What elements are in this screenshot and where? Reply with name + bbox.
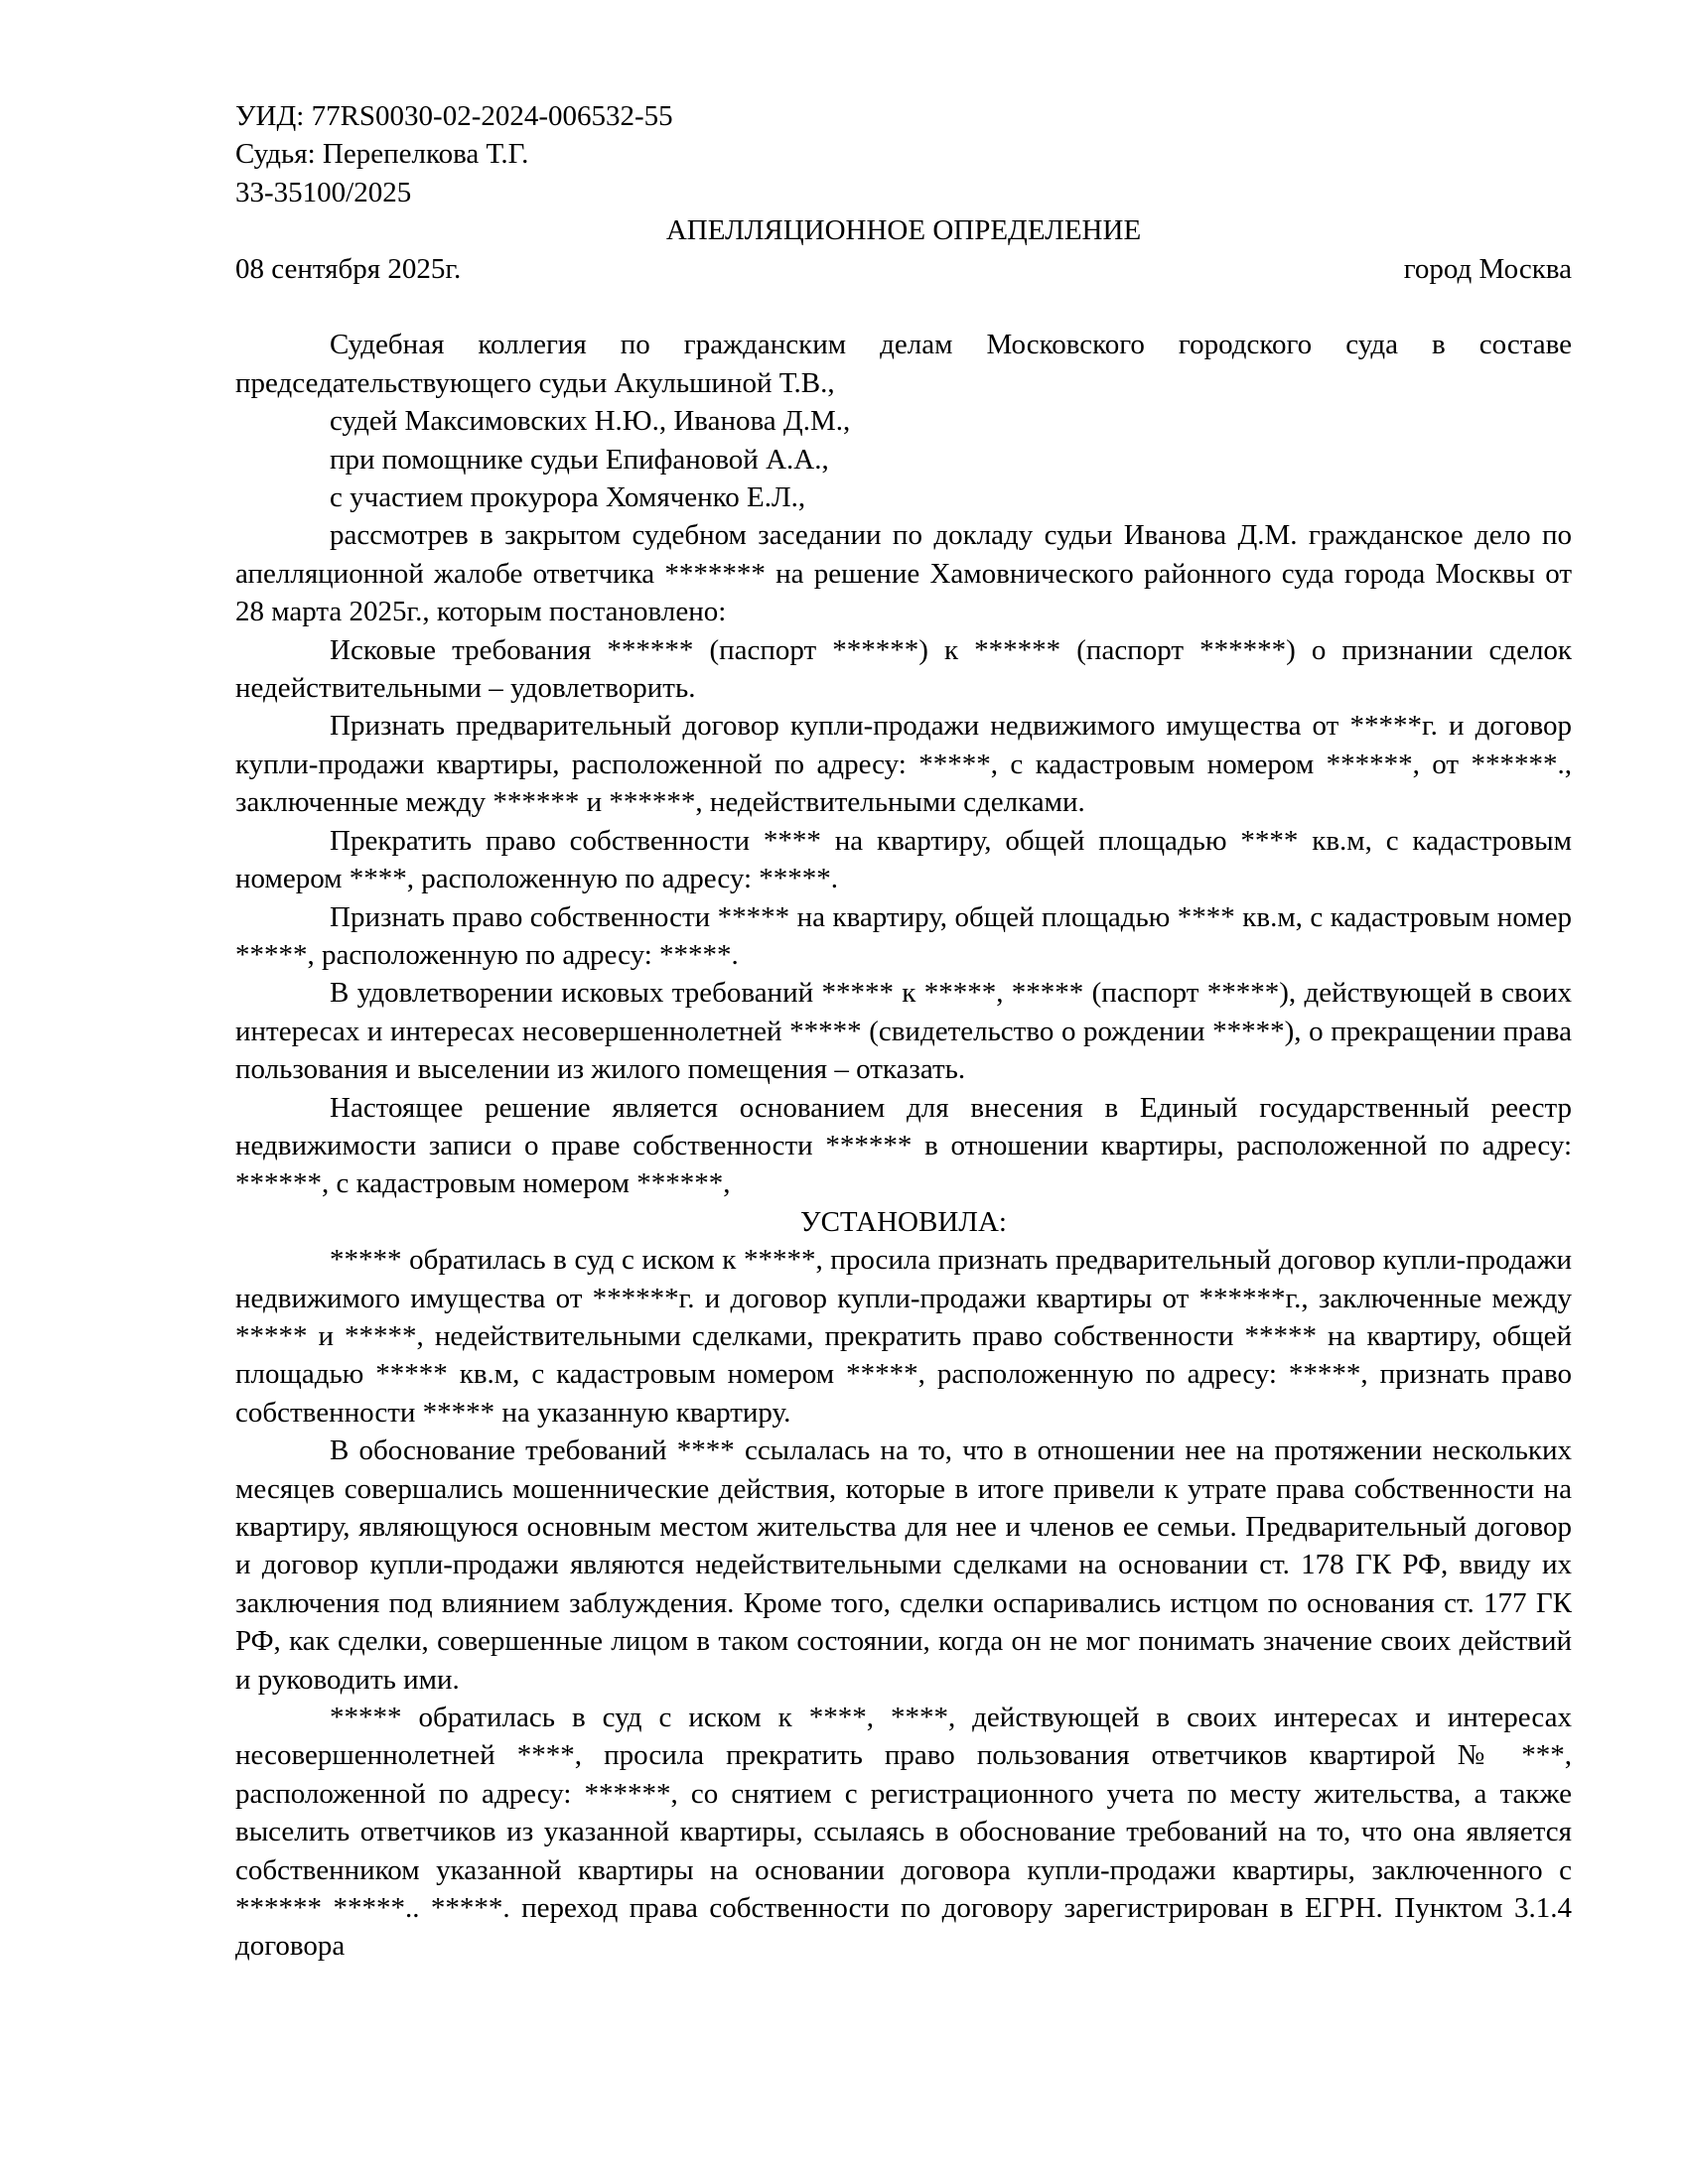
court-document (235, 97, 1572, 1966)
paragraph: ***** обратилась в суд с иском к *****, просила признать предварительный договор купли-продажи недвижимого имущества от ******г. и договор купли-продажи квартиры от ******г., заключенные между ***** и *****, недействительными сделками, прекратить право собственности ***** на квартиру, общей площадью ***** кв.м, с кадастровым номером *****, расположенную по адресу: *****, признать право собственности ***** на указанную квартиру. (235, 1244, 1572, 1429)
paragraph: Прекратить право собственности **** на квартиру, общей площадью **** кв.м, с кадастровым номером ****, расположенную по адресу: *****. (235, 824, 1572, 895)
paragraph: судей Максимовских Н.Ю., Иванова Д.М., (330, 405, 851, 438)
header-line: Судья: Перепелкова Т.Г. (235, 138, 529, 171)
paragraph: с участием прокурора Хомяченко Е.Л., (330, 481, 806, 514)
paragraph: Признать предварительный договор купли-продажи недвижимого имущества от *****г. и договор купли-продажи квартиры, расположенной по адресу: *****, с кадастровым номером ******, от ******., заключенные между ****** и ******, недействительными сделками. (235, 710, 1572, 819)
document-heading: АПЕЛЛЯЦИОННОЕ ОПРЕДЕЛЕНИЕ (665, 214, 1142, 247)
header-line: 33-35100/2025 (235, 176, 412, 208)
header-line: УИД: 77RS0030-02-2024-006532-55 (235, 100, 673, 132)
paragraph: при помощнике судьи Епифановой А.А., (330, 443, 829, 476)
paragraph: Исковые требования ****** (паспорт ******) к ****** (паспорт ******) о признании сделок недействительными – удовлетворить. (235, 633, 1572, 705)
blank-line (235, 288, 1572, 326)
paragraph: Судебная коллегия по гражданским делам Московского городского суда в составе председательствующего судьи Акульшиной Т.В., (235, 329, 1572, 399)
paragraph: Признать право собственности ***** на квартиру, общей площадью **** кв.м, с кадастровым номер *****, расположенную по адресу: *****. (235, 900, 1572, 971)
paragraph: Настоящее решение является основанием для внесения в Единый государственный реестр недвижимости записи о праве собственности ****** в отношении квартиры, расположенной по адресу: ******, с кадастровым номером ******, (235, 1091, 1572, 1200)
document-heading: УСТАНОВИЛА: (800, 1205, 1007, 1238)
date-city-row (235, 250, 1572, 288)
document-city: город Москва (1403, 252, 1572, 285)
paragraph: В удовлетворении исковых требований ***** к *****, ***** (паспорт *****), действующей в своих интересах и интересах несовершеннолетней ***** (свидетельство о рождении *****), о прекращении права пользования и выселении из жилого помещения – отказать. (235, 977, 1572, 1086)
document-date: 08 сентября 2025г. (235, 252, 462, 285)
paragraph: рассмотрев в закрытом судебном заседании по докладу судьи Иванова Д.М. гражданское дело по апелляционной жалобе ответчика ******* на решение Хамовнического районного суда города Москвы от 28 марта 2025г., которым постановлено: (235, 519, 1572, 628)
paragraph: В обоснование требований **** ссылалась на то, что в отношении нее на протяжении нескольких месяцев совершались мошеннические действия, которые в итоге привели к утрате права собственности на квартиру, являющуюся основным местом жительства для нее и членов ее семьи. Предварительный договор и договор купли-продажи являются недействительными сделками на основании ст. 178 ГК РФ, ввиду их заключения под влиянием заблуждения. Кроме того, сделки оспаривались истцом по основания ст. 177 ГК РФ, как сделки, совершенные лицом в таком состоянии, когда он не мог понимать значение своих действий и руководить ими. (235, 1434, 1572, 1696)
paragraph: ***** обратилась в суд с иском к ****, ****, действующей в своих интересах и интересах несовершеннолетней ****, просила прекратить право пользования ответчиков квартирой № ***, расположенной по адресу: ******, со снятием с регистрационного учета по месту жительства, а также выселить ответчиков из указанной квартиры, ссылаясь в обоснование требований на то, что она является собственником указанной квартиры на основании договора купли-продажи квартиры, заключенного с ****** *****.. *****. переход права собственности по договору зарегистрирован в ЕГРН. Пунктом 3.1.4 договора (235, 1702, 1572, 1963)
